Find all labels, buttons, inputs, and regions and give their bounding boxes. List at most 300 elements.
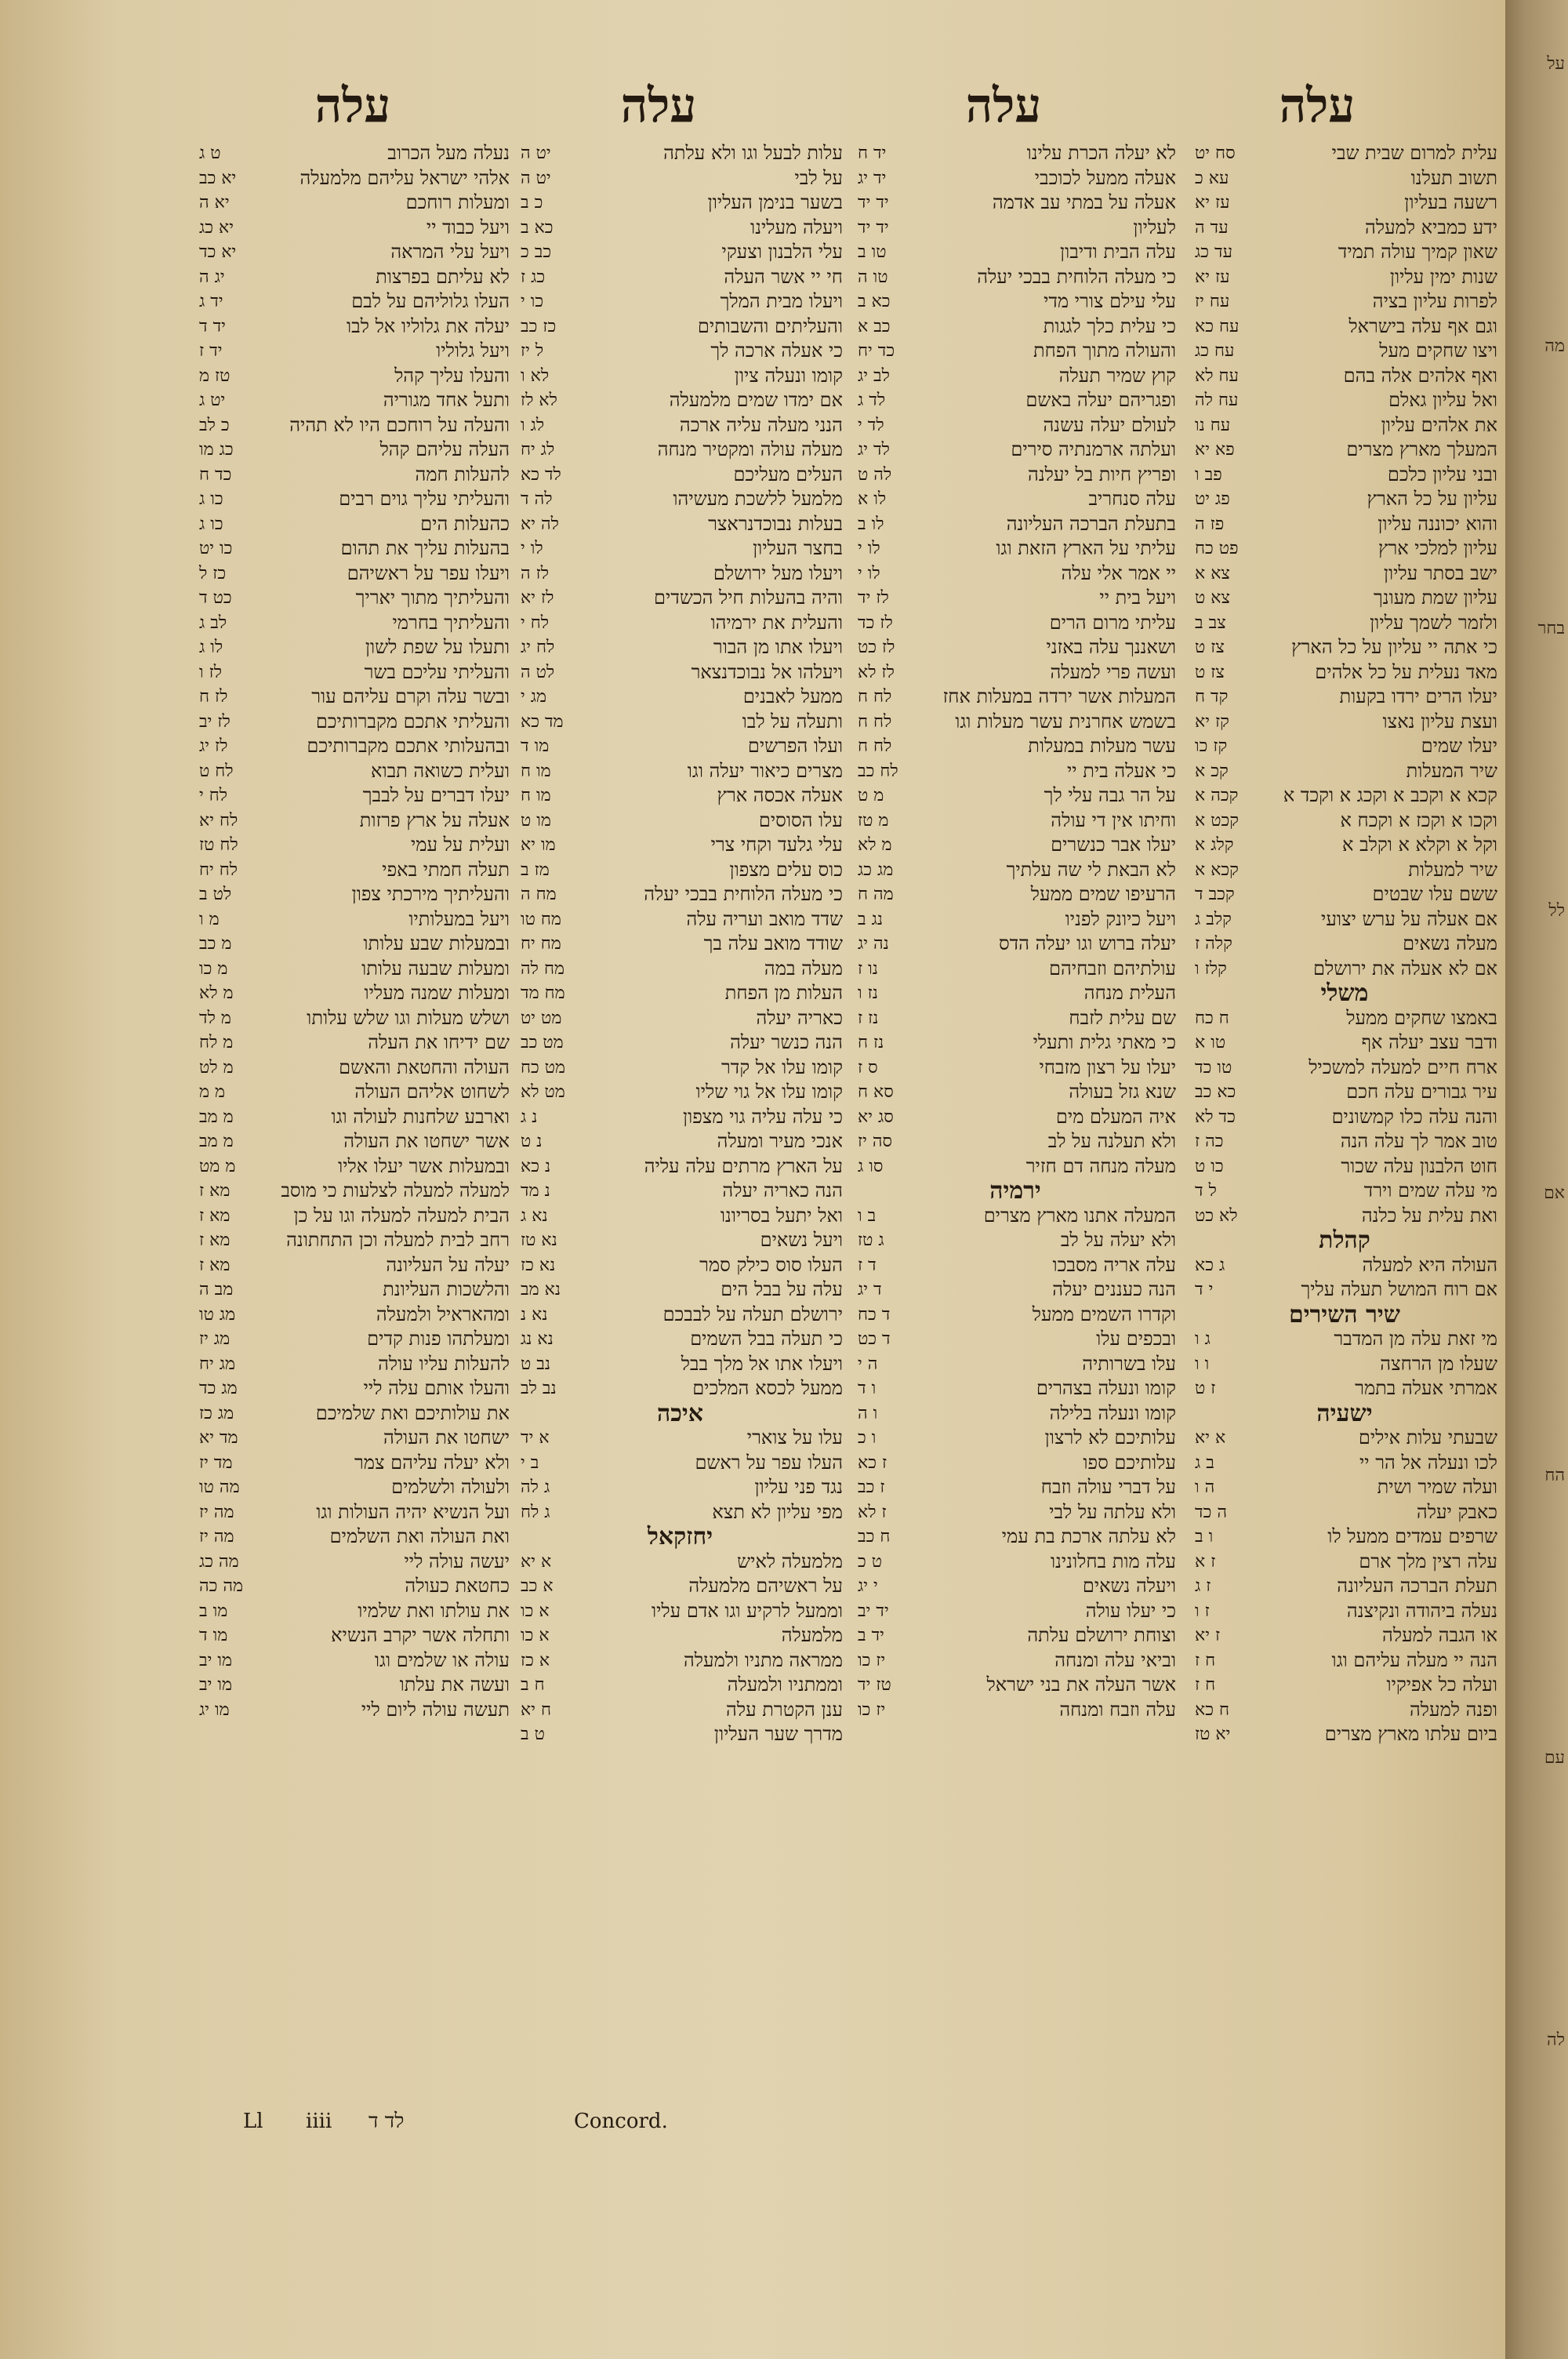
entry-reference: מ ט xyxy=(858,786,884,805)
entry-text: המעלות אשר ירדה במעלות אחז xyxy=(942,685,1176,707)
concordance-entry xyxy=(855,858,1176,883)
entry-reference: מט כח xyxy=(521,1057,566,1078)
concordance-entry xyxy=(1192,1550,1497,1575)
concordance-entry xyxy=(855,783,1176,809)
entry-text: והעלה על רוחכם היו לא תהיה xyxy=(289,413,510,436)
concordance-entry xyxy=(517,685,843,710)
concordance-entry xyxy=(1192,1698,1497,1723)
entry-text: על הר גבה עלי לך xyxy=(1044,784,1176,806)
concordance-entry xyxy=(1192,536,1497,562)
entry-reference: מ מב xyxy=(199,1107,234,1127)
entry-text: הנה כנשר יעלה xyxy=(730,1031,843,1053)
folio-number: iiii xyxy=(306,2110,332,2133)
entry-reference: יז כו xyxy=(858,1650,886,1670)
entry-text: כוס עלים מצפון xyxy=(729,858,843,881)
entry-reference: א כו xyxy=(521,1601,550,1621)
entry-reference: לח י xyxy=(521,612,550,633)
entry-text: ועלה שמיר ושית xyxy=(1377,1476,1497,1498)
concordance-entry xyxy=(855,1030,1176,1056)
entry-text: בחצר העליון xyxy=(753,537,843,559)
concordance-entry xyxy=(517,660,843,685)
book-name: ירמיה xyxy=(989,1179,1041,1204)
entry-text: והוא יכוננה עליון xyxy=(1377,512,1497,535)
concordance-entry xyxy=(1192,1475,1497,1500)
concordance-entry xyxy=(855,1623,1176,1648)
entry-reference: נז ח xyxy=(858,1033,884,1052)
entry-text: ושאננך עלה באזני xyxy=(1046,636,1176,658)
entry-text: אעלה ממעל לכוכבי xyxy=(1034,166,1176,189)
entry-text: ומעלות שבעה עלותו xyxy=(361,957,510,980)
entry-reference: קלה ז xyxy=(1195,934,1232,954)
entry-reference: ו ו xyxy=(1195,1354,1210,1374)
entry-text: אשר ישחטו את העולה xyxy=(343,1130,510,1152)
entry-text: יעלה על העליונה xyxy=(386,1253,510,1276)
entry-text: לעולם יעלה עשנה xyxy=(1043,413,1176,436)
entry-text: מי זאת עלה מן המדבר xyxy=(1334,1328,1497,1350)
entry-reference: טז יד xyxy=(858,1675,891,1695)
entry-reference: כא ב xyxy=(858,292,891,311)
entry-text: והלשכות העליונת xyxy=(383,1278,510,1300)
concordance-entry xyxy=(1192,487,1497,512)
entry-text: עלו הסוסים xyxy=(758,809,843,831)
entry-text: כי עלה עליה גוי מצפון xyxy=(682,1105,843,1128)
concordance-entry xyxy=(196,858,510,883)
entry-reference: יא כב xyxy=(199,168,237,188)
entry-reference: נא טז xyxy=(521,1230,557,1250)
entry-reference: לד כא xyxy=(521,464,561,485)
edge-text-fragment: אם xyxy=(1544,1183,1565,1203)
book-heading xyxy=(1192,1228,1497,1253)
entry-reference: מו ד xyxy=(199,1626,228,1645)
entry-text: ירושלם תעלה על לבבכם xyxy=(662,1303,843,1325)
entry-reference: כג מו xyxy=(199,440,234,460)
entry-reference: מג כז xyxy=(199,1403,234,1423)
entry-text: בשמש אחרנית עשר מעלות וגו xyxy=(955,710,1176,732)
entry-reference: ל ד xyxy=(1195,1181,1217,1201)
entry-reference: מו יב xyxy=(199,1675,233,1695)
concordance-entry xyxy=(1192,1129,1497,1154)
concordance-entry xyxy=(517,907,843,932)
concordance-entry xyxy=(517,141,843,166)
entry-text: והעליתיך מירכתי צפון xyxy=(351,883,510,905)
concordance-entry xyxy=(517,1105,843,1130)
entry-reference: לו ג xyxy=(199,638,223,657)
concordance-entry xyxy=(855,586,1176,611)
concordance-entry xyxy=(855,833,1176,858)
concordance-entry xyxy=(517,1500,843,1525)
entry-text: וקכו א וקכז א וקכח א xyxy=(1340,809,1497,831)
concordance-entry xyxy=(517,858,843,883)
entry-reference: מג יח xyxy=(199,1354,236,1374)
entry-text: ויעלהו אל נבוכדנצאר xyxy=(691,660,843,683)
entry-text: כי מעלה הלוחית בבכי יעלה xyxy=(977,265,1176,288)
entry-reference: ז ט xyxy=(1195,1379,1216,1398)
entry-text: ותעל אחד מגוריה xyxy=(383,389,510,411)
concordance-entry xyxy=(196,783,510,809)
entry-text: ויעל בית יי xyxy=(1099,587,1176,609)
book-heading xyxy=(1192,1303,1497,1328)
concordance-entry xyxy=(855,1648,1176,1674)
concordance-entry xyxy=(517,1030,843,1056)
concordance-entry xyxy=(855,1056,1176,1081)
entry-reference: מ לח xyxy=(199,1033,234,1052)
entry-reference: ח ב xyxy=(521,1675,545,1695)
entry-reference: עח לא xyxy=(1195,365,1239,386)
entry-reference: לד י xyxy=(858,415,884,435)
entry-text: אם לא אעלה את ירושלם xyxy=(1313,957,1497,980)
entry-reference: לח יג xyxy=(521,638,555,657)
entry-text: ועלתה ארמנתיה סירים xyxy=(1011,438,1176,460)
entry-reference: פב ו xyxy=(1195,464,1222,485)
entry-reference: עח כא xyxy=(1195,316,1240,336)
concordance-entry xyxy=(196,240,510,265)
concordance-entry xyxy=(1192,660,1497,685)
entry-text: העלו גלוליהם על לבם xyxy=(351,290,510,312)
entry-reference: נז ז xyxy=(858,1008,879,1028)
concordance-entry xyxy=(855,1006,1176,1031)
entry-reference: מ לד xyxy=(199,1008,231,1028)
entry-text: עלותיכם ספו xyxy=(1083,1451,1176,1474)
entry-text: קומו עלו אל גוי שליו xyxy=(695,1081,843,1103)
concordance-entry xyxy=(1192,1574,1497,1599)
entry-text: והעלו אותם עלה ליי xyxy=(363,1377,510,1399)
entry-text: שבעתי עלות אילים xyxy=(1358,1427,1497,1448)
concordance-entry xyxy=(855,1698,1176,1723)
entry-reference: יא ה xyxy=(199,193,230,213)
entry-text: עלו בשרותיה xyxy=(1082,1352,1176,1375)
entry-reference: סח יט xyxy=(1195,144,1236,163)
concordance-entry xyxy=(517,339,843,364)
entry-reference: לז ה xyxy=(521,563,550,583)
concordance-entry xyxy=(196,685,510,710)
entry-reference: יד יג xyxy=(858,168,887,188)
entry-reference: כד ח xyxy=(199,464,232,485)
entry-text: ופנה למעלה xyxy=(1409,1698,1497,1721)
entry-text: שם ידיחו את העלה xyxy=(368,1031,510,1053)
entry-text: ושלש מעלות וגו שלש עלותו xyxy=(307,1006,510,1029)
signature-mark: Ll xyxy=(243,2110,263,2133)
entry-reference: עא כ xyxy=(1195,168,1229,188)
entry-reference: מט לא xyxy=(521,1082,565,1102)
concordance-entry xyxy=(1192,734,1497,759)
entry-reference: ח כא xyxy=(1195,1699,1229,1720)
entry-text: על דברי עולה וזבח xyxy=(1040,1476,1176,1498)
concordance-entry xyxy=(1192,438,1497,463)
entry-reference: ח כב xyxy=(858,1527,891,1547)
entry-text: עלי עילם צורי מדי xyxy=(1044,290,1176,312)
entry-text: שעלו מן הרחצה xyxy=(1380,1352,1497,1375)
entry-text: יעלו על רצון מזבחי xyxy=(1039,1056,1176,1078)
entry-text: שם עלית לזבח xyxy=(1069,1006,1176,1029)
entry-text: או הגבה למעלה xyxy=(1382,1624,1497,1646)
concordance-entry xyxy=(196,611,510,636)
entry-reference: ג כא xyxy=(1195,1255,1225,1275)
concordance-entry xyxy=(517,388,843,413)
entry-text: עליתי מרום הרים xyxy=(1049,611,1176,634)
book-name: משלי xyxy=(1320,981,1369,1006)
concordance-entry xyxy=(1192,1253,1497,1278)
entry-reference: טו ב xyxy=(858,242,887,262)
entry-reference: ס ז xyxy=(858,1057,878,1078)
entry-reference: סו ג xyxy=(858,1156,884,1176)
entry-reference: לז ו xyxy=(199,662,223,682)
entry-reference: לו א xyxy=(858,489,887,509)
entry-text: כי מעלה הלוחית בבכי יעלה xyxy=(644,883,843,905)
concordance-entry xyxy=(855,1673,1176,1698)
concordance-entry xyxy=(517,463,843,488)
entry-reference: יד ג xyxy=(199,292,223,311)
concordance-entry xyxy=(1192,289,1497,314)
entry-text: מלמעל ללשכת מעשיהו xyxy=(673,488,843,510)
concordance-entry xyxy=(1192,882,1497,907)
entry-text: תעלת הברכה העליונה xyxy=(1337,1575,1497,1597)
entry-reference: ח כח xyxy=(1195,1008,1229,1028)
entry-text: ולא עלתה על לבי xyxy=(1049,1500,1176,1523)
entry-reference: ט כ xyxy=(858,1551,883,1572)
entry-text: ועשה פרי למעלה xyxy=(1050,660,1176,683)
entry-text: עליון על כל הארץ xyxy=(1367,488,1497,510)
concordance-entry xyxy=(1192,1451,1497,1476)
entry-text: עלי גלעד וקחי צרי xyxy=(710,834,843,856)
concordance-entry xyxy=(855,1352,1176,1377)
concordance-entry xyxy=(517,562,843,587)
entry-text: מי עלה שמים וירד xyxy=(1363,1180,1497,1201)
entry-text: והעליתי אתכם מקברותיכם xyxy=(315,710,510,732)
concordance-entry xyxy=(1192,562,1497,587)
entry-reference: לז ח xyxy=(199,687,228,707)
entry-text: ויעל כיונק לפניו xyxy=(1065,907,1176,930)
entry-text: שודד מואב עלה בך xyxy=(703,932,843,954)
concordance-entry xyxy=(1192,1080,1497,1105)
entry-reference: נ מד xyxy=(521,1181,550,1201)
concordance-entry xyxy=(196,759,510,784)
concordance-entry xyxy=(517,438,843,463)
concordance-entry xyxy=(855,1228,1176,1253)
entry-reference: מג יז xyxy=(199,1329,230,1349)
concordance-entry xyxy=(517,314,843,340)
entry-reference: לח יא xyxy=(199,810,238,831)
concordance-entry xyxy=(855,240,1176,265)
entry-reference: לה יא xyxy=(521,514,559,534)
concordance-entry xyxy=(855,388,1176,413)
concordance-entry xyxy=(517,1253,843,1278)
entry-reference: מו ח xyxy=(521,761,551,781)
entry-text: רשעה בעליון xyxy=(1404,191,1497,213)
entry-text: ומהאראיל ולמעלה xyxy=(376,1303,510,1325)
adjacent-page-edge xyxy=(1505,0,1568,2359)
entry-text: כי עלית כלך לגגות xyxy=(1043,314,1176,337)
entry-text: כי אעלה ארכה לך xyxy=(710,340,843,362)
concordance-entry xyxy=(855,1253,1176,1278)
concordance-entry xyxy=(1192,907,1497,932)
concordance-entry xyxy=(1192,1105,1497,1130)
concordance-entry xyxy=(196,289,510,314)
entry-reference: לז כט xyxy=(858,638,895,657)
entry-reference: לח ט xyxy=(199,761,234,781)
concordance-entry xyxy=(855,438,1176,463)
entry-text: ויעלה נשאים xyxy=(1082,1575,1176,1597)
entry-text: העלה עליהם קהל xyxy=(379,438,510,460)
concordance-entry xyxy=(855,265,1176,290)
entry-reference: צב ב xyxy=(1195,612,1226,633)
concordance-entry xyxy=(1192,339,1497,364)
concordance-entry xyxy=(517,1722,843,1747)
entry-text: יעלו שמים xyxy=(1421,735,1497,757)
entry-text: ולעולה ולשלמים xyxy=(391,1476,510,1498)
entry-reference: לז יב xyxy=(199,711,230,732)
entry-reference: א כב xyxy=(521,1576,554,1596)
concordance-entry xyxy=(517,265,843,290)
entry-text: וצוחת ירושלם עלתה xyxy=(1027,1624,1176,1646)
entry-reference: כ לב xyxy=(199,415,230,435)
entry-reference: מה כג xyxy=(199,1551,239,1572)
concordance-entry xyxy=(855,413,1176,438)
concordance-entry xyxy=(517,1228,843,1253)
concordance-entry xyxy=(196,216,510,241)
concordance-entry xyxy=(517,536,843,562)
entry-reference: נא כז xyxy=(521,1255,556,1275)
concordance-entry xyxy=(517,1056,843,1081)
entry-text: אמרתי אעלה בתמר xyxy=(1355,1377,1497,1399)
concordance-entry xyxy=(1192,833,1497,858)
entry-reference: נו ז xyxy=(858,958,878,979)
entry-text: ויעלו מבית המלך xyxy=(720,290,843,312)
concordance-entry xyxy=(196,932,510,957)
entry-text: ומעלתהו פנות קדים xyxy=(367,1328,510,1350)
concordance-entry xyxy=(1192,1426,1497,1451)
concordance-entry xyxy=(196,1056,510,1081)
entry-text: רחב לבית למעלה וכן התחתונה xyxy=(286,1229,510,1251)
entry-reference: צז ט xyxy=(1195,638,1225,657)
entry-reference: קכא א xyxy=(1195,860,1239,880)
entry-text: עלה הבית ודיבון xyxy=(1060,241,1176,263)
concordance-entry xyxy=(196,166,510,191)
entry-reference: מח יח xyxy=(521,934,561,954)
edge-text-fragment: על xyxy=(1547,54,1565,74)
entry-reference: לה ד xyxy=(521,489,553,509)
concordance-entry xyxy=(855,1080,1176,1105)
entry-reference: מ ו xyxy=(199,909,220,929)
entry-reference: ז ו xyxy=(1195,1601,1210,1621)
entry-reference: מ טז xyxy=(858,810,889,831)
concordance-entry xyxy=(1192,1030,1497,1056)
entry-reference: כו יט xyxy=(199,539,233,558)
entry-text: העלים מעליכם xyxy=(733,463,843,485)
entry-reference: ז א xyxy=(1195,1551,1216,1572)
entry-reference: מה כה xyxy=(199,1576,244,1596)
entry-reference: נא מב xyxy=(521,1280,561,1299)
concordance-entry xyxy=(1192,413,1497,438)
concordance-entry xyxy=(855,289,1176,314)
concordance-entry xyxy=(196,1030,510,1056)
entry-text: ובני עליון כלכם xyxy=(1387,463,1497,485)
entry-reference: יד ד xyxy=(199,316,226,336)
concordance-entry xyxy=(1192,685,1497,710)
concordance-entry xyxy=(196,1006,510,1031)
column-heading-3: עלה xyxy=(620,78,697,133)
concordance-entry xyxy=(1192,191,1497,216)
entry-reference: מד כא xyxy=(521,711,564,732)
entry-text: בעלות נבוכדנראצר xyxy=(708,512,843,535)
concordance-entry xyxy=(196,809,510,834)
entry-reference: כג ז xyxy=(521,267,546,287)
entry-text: עיר גבורים עלה חכם xyxy=(1346,1081,1497,1103)
entry-text: וחיתו אין די עולה xyxy=(1051,809,1176,831)
concordance-entry xyxy=(196,1525,510,1550)
entry-text: הנה כאריה יעלה xyxy=(722,1180,843,1201)
concordance-entry xyxy=(196,1698,510,1723)
concordance-entry xyxy=(855,1475,1176,1500)
entry-text: טוב אמר לך עלה הנה xyxy=(1340,1130,1497,1152)
entry-text: ומעלות רוחכם xyxy=(405,191,510,213)
entry-text: קומו עלו אל קדר xyxy=(721,1056,843,1078)
entry-text: כאריה יעלה xyxy=(756,1006,843,1029)
entry-reference: מג כג xyxy=(858,860,894,880)
concordance-entry xyxy=(517,1451,843,1476)
entry-reference: יד יד xyxy=(858,193,889,213)
concordance-entry xyxy=(1192,635,1497,660)
entry-text: והעליתי עליכם בשר xyxy=(364,660,510,683)
entry-text: ובכפים עלו xyxy=(1096,1328,1176,1350)
entry-text: עלה אריה מסבכו xyxy=(1052,1253,1176,1276)
concordance-entry xyxy=(196,660,510,685)
entry-text: וממתניו ולמעלה xyxy=(727,1674,843,1696)
entry-reference: נ כא xyxy=(521,1156,551,1176)
entry-reference: כו ט xyxy=(1195,1156,1224,1176)
entry-reference: עח לה xyxy=(1195,391,1239,410)
entry-reference: לד יג xyxy=(858,440,890,460)
entry-text: העלית מנחה xyxy=(1083,982,1176,1004)
entry-reference: מט יט xyxy=(521,1008,562,1028)
entry-reference: ו ד xyxy=(858,1379,877,1398)
entry-text: ויעל כבוד יי xyxy=(426,216,510,238)
concordance-column-2 xyxy=(855,141,1176,2133)
concordance-entry xyxy=(855,685,1176,710)
entry-text: עולתיהם וזבחיהם xyxy=(1049,957,1176,980)
concordance-entry xyxy=(855,216,1176,241)
entry-reference: מא ז xyxy=(199,1230,230,1250)
concordance-entry xyxy=(517,1673,843,1698)
concordance-entry xyxy=(1192,240,1497,265)
entry-reference: נב ט xyxy=(521,1354,551,1374)
concordance-entry xyxy=(196,1500,510,1525)
entry-text: ויעל במעלותיו xyxy=(408,907,510,930)
entry-reference: לז יא xyxy=(521,588,554,608)
concordance-entry xyxy=(517,1426,843,1451)
entry-text: אלהי ישראל עליהם מלמעלה xyxy=(299,166,510,189)
concordance-entry xyxy=(196,586,510,611)
entry-reference: ח יא xyxy=(521,1699,551,1720)
concordance-entry xyxy=(855,809,1176,834)
concordance-entry xyxy=(517,1599,843,1624)
entry-reference: ז כא xyxy=(858,1452,887,1473)
concordance-entry xyxy=(855,882,1176,907)
concordance-entry xyxy=(196,1278,510,1303)
concordance-entry xyxy=(196,1599,510,1624)
concordance-entry xyxy=(1192,759,1497,784)
entry-text: ביום עלתו מארץ מצרים xyxy=(1324,1723,1497,1745)
concordance-entry xyxy=(1192,932,1497,957)
entry-reference: מה טו xyxy=(199,1478,240,1497)
entry-reference: מ מט xyxy=(199,1156,236,1176)
concordance-entry xyxy=(1192,1500,1497,1525)
concordance-entry xyxy=(517,413,843,438)
concordance-entry xyxy=(196,438,510,463)
concordance-entry xyxy=(196,635,510,660)
entry-text: העולה והחטאת והאשם xyxy=(339,1056,510,1078)
entry-text: חי יי אשר העלה xyxy=(724,265,843,288)
entry-reference: י ד xyxy=(1195,1280,1214,1299)
